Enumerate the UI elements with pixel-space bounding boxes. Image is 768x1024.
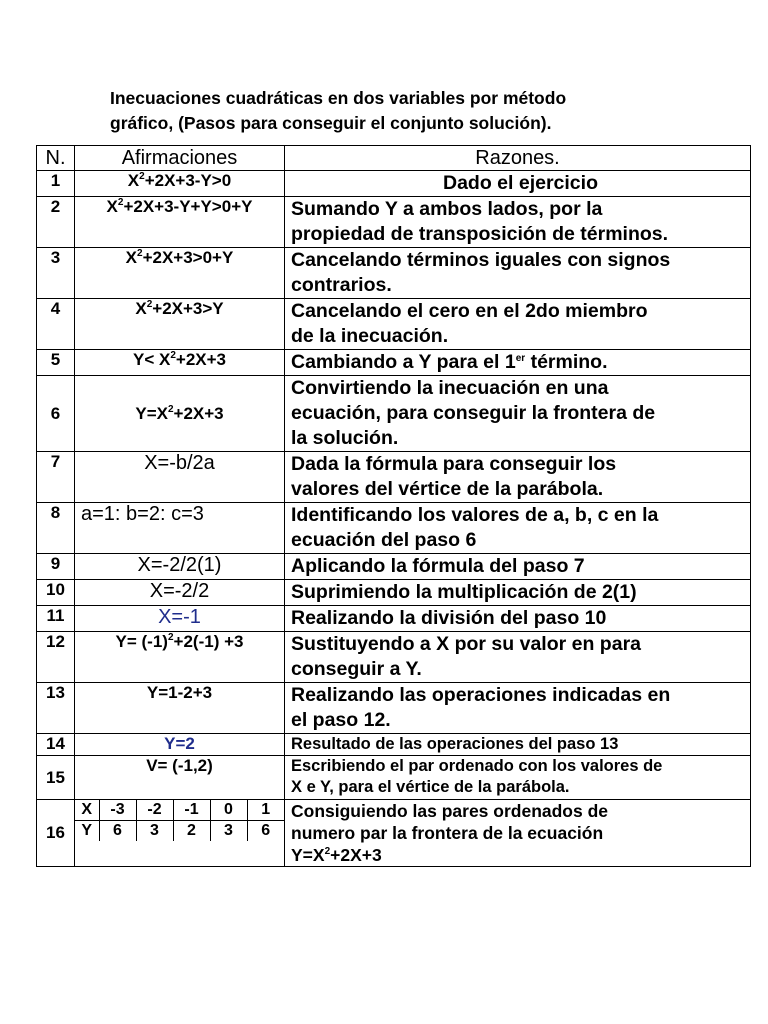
- header-afirmaciones: Afirmaciones: [75, 146, 285, 171]
- x-label: X: [75, 800, 99, 821]
- table-row: [37, 756, 751, 800]
- step-number: 3: [37, 248, 75, 299]
- step-statement: Y=2: [75, 734, 285, 756]
- step-number: 6: [37, 376, 75, 452]
- y-value: 6: [247, 821, 284, 842]
- step-statement: $X^2+2X+3>0+Y$: [75, 248, 285, 299]
- y-value: 3: [210, 821, 247, 842]
- step-number: 12: [37, 632, 75, 683]
- step-reason: Dado el ejercicio: [285, 171, 751, 197]
- step-statement: $X^2+2X+3>Y$: [75, 299, 285, 350]
- step-number: 9: [37, 554, 75, 580]
- table-row: [37, 580, 751, 606]
- step-reason: Dada la fórmula para conseguir los valores del vértice de la parábola.: [285, 452, 751, 503]
- x-row: [75, 800, 284, 821]
- step-statement: $Y= (-1)^2+2(-1) +3$: [75, 632, 285, 683]
- table-row: [37, 554, 751, 580]
- step-reason: Sumando Y a ambos lados, por la propiedad de transposición de términos.: [285, 197, 751, 248]
- step-statement: $Y=X^2+2X+3$: [75, 376, 285, 452]
- document-title: [110, 86, 710, 136]
- step-number: 11: [37, 606, 75, 632]
- header-n: N.: [37, 146, 75, 171]
- x-value: 0: [210, 800, 247, 821]
- title-line-1: Inecuaciones cuadráticas en dos variables por método: [110, 88, 567, 108]
- step-number: 1: [37, 171, 75, 197]
- step-reason: Aplicando la fórmula del paso 7: [285, 554, 751, 580]
- table-row: [37, 350, 751, 376]
- header-row: [37, 146, 751, 171]
- step-reason: Suprimiendo la multiplicación de 2(1): [285, 580, 751, 606]
- x-value: 1: [247, 800, 284, 821]
- table-row: [37, 376, 751, 452]
- x-value: -3: [99, 800, 136, 821]
- step-reason: Realizando las operaciones indicadas en el paso 12.: [285, 683, 751, 734]
- xy-values-table: [75, 800, 284, 841]
- step-number: 13: [37, 683, 75, 734]
- table-row: [37, 248, 751, 299]
- x-value: -2: [136, 800, 173, 821]
- step-statement: Y=1-2+3: [75, 683, 285, 734]
- xy-values-cell: [75, 800, 285, 867]
- table-row: [37, 632, 751, 683]
- y-value: 2: [173, 821, 210, 842]
- step-statement: X=-2/2: [75, 580, 285, 606]
- step-reason: Convirtiendo la inecuación en una ecuación, para conseguir la frontera de la solución.: [285, 376, 751, 452]
- step-reason: Identificando los valores de a, b, c en la ecuación del paso 6: [285, 503, 751, 554]
- step-number: 2: [37, 197, 75, 248]
- step-number: 7: [37, 452, 75, 503]
- table-row: [37, 683, 751, 734]
- step-reason: Escribiendo el par ordenado con los valores de X e Y, para el vértice de la parábola.: [285, 756, 751, 800]
- step-statement: $X^2+2X+3-Y>0$: [75, 171, 285, 197]
- step-number: 5: [37, 350, 75, 376]
- step-statement: $Y< X^2+2X+3$: [75, 350, 285, 376]
- table-row: [37, 734, 751, 756]
- table-row: [37, 452, 751, 503]
- y-value: 3: [136, 821, 173, 842]
- step-statement: X=-b/2a: [75, 452, 285, 503]
- table-row: [37, 800, 751, 867]
- step-statement: V= (-1,2): [75, 756, 285, 800]
- step-number: 15: [37, 756, 75, 800]
- step-statement: X=-1: [75, 606, 285, 632]
- step-reason: Realizando la división del paso 10: [285, 606, 751, 632]
- table-row: [37, 606, 751, 632]
- table-row: [37, 299, 751, 350]
- y-label: Y: [75, 821, 99, 842]
- step-reason: Cancelando el cero en el 2do miembro de la inecuación.: [285, 299, 751, 350]
- table-row: [37, 503, 751, 554]
- step-reason: Resultado de las operaciones del paso 13: [285, 734, 751, 756]
- title-line-2: gráfico, (Pasos para conseguir el conjunto solución).: [110, 113, 552, 133]
- x-value: -1: [173, 800, 210, 821]
- header-razones: Razones.: [285, 146, 751, 171]
- step-number: 14: [37, 734, 75, 756]
- step-reason: Cambiando a Y para el 1er término.: [285, 350, 751, 376]
- step-number: 8: [37, 503, 75, 554]
- table-row: [37, 171, 751, 197]
- y-value: 6: [99, 821, 136, 842]
- step-reason: Cancelando términos iguales con signos contrarios.: [285, 248, 751, 299]
- step-number: 4: [37, 299, 75, 350]
- table-row: [37, 197, 751, 248]
- step-statement: X=-2/2(1): [75, 554, 285, 580]
- step-statement: a=1: b=2: c=3: [75, 503, 285, 554]
- y-row: [75, 821, 284, 842]
- step-statement: $X^2+2X+3-Y+Y>0+Y$: [75, 197, 285, 248]
- step-number: 10: [37, 580, 75, 606]
- step-number: 16: [37, 800, 75, 867]
- step-reason: Consiguiendo las pares ordenados de numero par la frontera de la ecuación $Y=X^2+2X+3$: [285, 800, 751, 867]
- step-reason: Sustituyendo a X por su valor en para conseguir a Y.: [285, 632, 751, 683]
- steps-table: [36, 145, 751, 867]
